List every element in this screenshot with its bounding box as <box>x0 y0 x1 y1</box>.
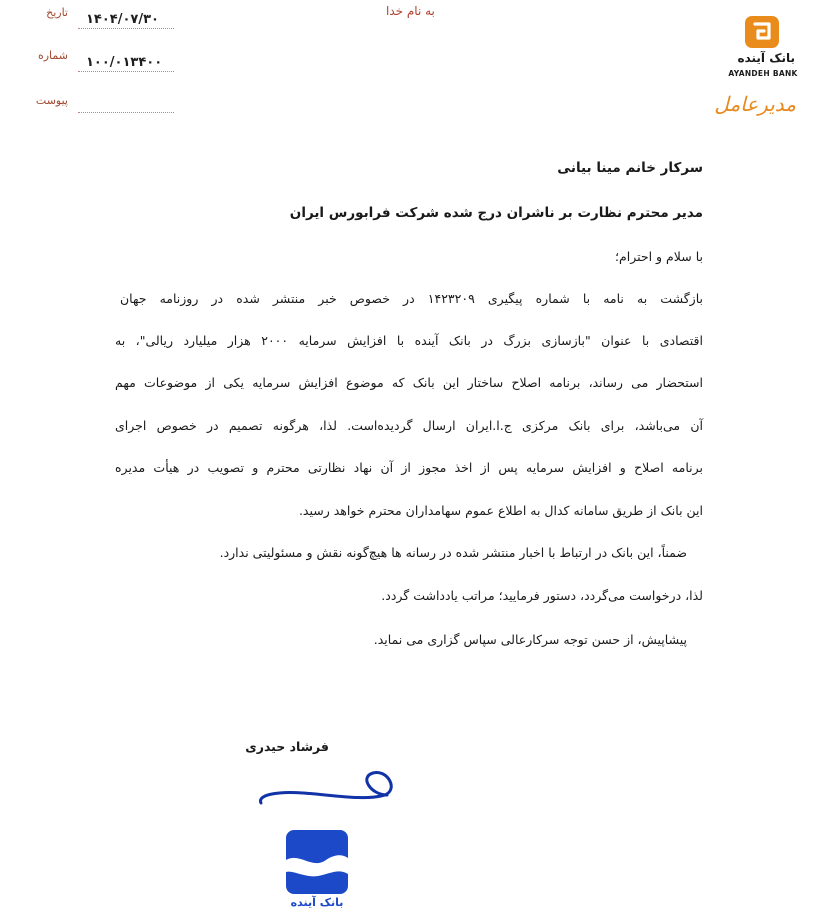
recipient-name: سرکار خانم مینا بیانی <box>557 160 703 176</box>
wave-logo-icon <box>286 830 348 894</box>
recipient-title: مدیر محترم نظارت بر ناشران درج شده شرکت فرابورس ایران <box>289 205 703 221</box>
bank-name-en: AYANDEH BANK <box>728 69 798 78</box>
date-underline <box>78 28 174 29</box>
paragraph-2: ضمناً، این بانک در ارتباط با اخبار منتشر شده در رسانه ها هیچ‌گونه نقش و مسئولیتی ندارد. <box>219 545 687 560</box>
ayandeh-logo-icon <box>745 16 779 48</box>
signature-scribble <box>255 755 395 817</box>
paragraph-line: آن می‌باشد، برای بانک مرکزی ج.ا.ایران ارسال گردیده‌است. لذا، هرگونه تصمیم در خصوص اجرای <box>115 418 703 433</box>
date-value: ۱۴۰۴/۰۷/۳۰ <box>86 12 159 27</box>
attachment-underline <box>78 112 174 113</box>
signatory-name: فرشاد حیدری <box>245 739 329 754</box>
number-label: شماره <box>37 49 68 62</box>
greeting: با سلام و احترام؛ <box>615 249 703 264</box>
number-underline <box>78 71 174 72</box>
bank-name-fa: بانک آینده <box>737 51 795 65</box>
paragraph-line: استحضار می رساند، برنامه اصلاح ساختار این بانک که موضوع افزایش سرمایه یکی از موضوعات مهم <box>115 375 703 390</box>
number-value: ۱۰۰/۰۱۳۴۰۰ <box>86 55 163 70</box>
paragraph-line: این بانک از طریق سامانه کدال به اطلاع عموم سهامداران محترم خواهد رسید. <box>298 503 703 518</box>
bank-stamp <box>286 830 348 894</box>
paragraph-line: اقتصادی با عنوان "بازسازی بزرگ در بانک آینده با افزایش سرمایه ۲۰۰۰ هزار میلیارد ریالی"، به <box>115 333 703 348</box>
stamp-label: بانک آینده <box>290 896 344 909</box>
paragraph-3: لذا، درخواست می‌گردد، دستور فرمایید؛ مراتب یادداشت گردد. <box>381 588 703 603</box>
attachment-label: پیوست <box>35 94 68 107</box>
paragraph-line: برنامه اصلاح و افزایش سرمایه پس از اخذ مجوز از آن نهاد نظارتی محترم و تصویب در هیأت مدیره <box>115 460 703 475</box>
date-label: تاریخ <box>46 6 68 19</box>
bismillah: به نام خدا <box>386 4 435 18</box>
ceo-office-title: مدیرعامل <box>714 92 796 116</box>
paragraph-line: بازگشت به نامه با شماره پیگیری ۱۴۲۳۲۰۹ در خصوص خبر منتشر شده در روزنامه جهان <box>120 291 703 306</box>
paragraph-4: پیشاپیش، از حسن توجه سرکارعالی سپاس گزاری می نماید. <box>373 632 687 647</box>
